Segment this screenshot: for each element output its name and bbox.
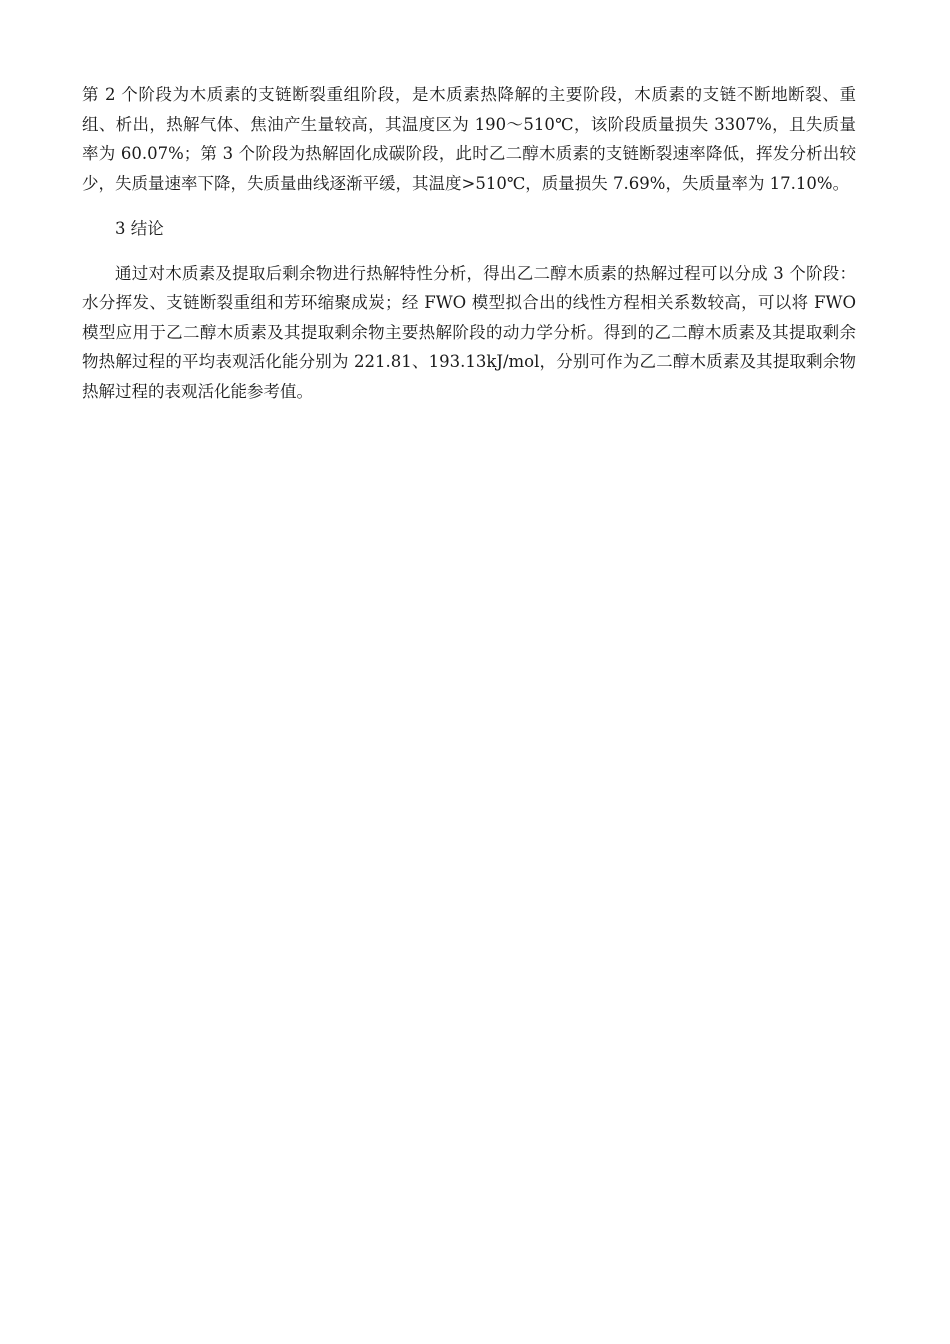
section-heading-conclusion: 3 结论: [115, 219, 164, 238]
body-paragraph-conclusion: 通过对木质素及提取后剩余物进行热解特性分析，得出乙二醇木质素的热解过程可以分成 3 个阶段：水分挥发、支链断裂重组和芳环缩聚成炭；经 FWO 模型拟合出的线性方程相关系数较高，可以将 FWO 模型应用于乙二醇木质素及其提取剩余物主要热解阶段的动力学分析。得到的乙二醇木质素及其提取剩余物热解过程的平均表观活化能分别为 221.81、193.13kJ/mol，分别可作为乙二醇木质素及其提取剩余物热解过程的表观活化能参考值。: [82, 263, 856, 401]
document-page: [82, 80, 856, 406]
body-paragraph-stage-description: 第 2 个阶段为木质素的支链断裂重组阶段，是木质素热降解的主要阶段，木质素的支链不断地断裂、重组、析出，热解气体、焦油产生量较高，其温度区为 190～510℃，该阶段质量损失 3307%，且失质量率为 60.07%；第 3 个阶段为热解固化成碳阶段，此时乙二醇木质素的支链断裂速率降低，挥发分析出较少，失质量速率下降，失质量曲线逐渐平缓，其温度>510℃，质量损失 7.69%，失质量率为 17.10%。: [82, 85, 856, 193]
